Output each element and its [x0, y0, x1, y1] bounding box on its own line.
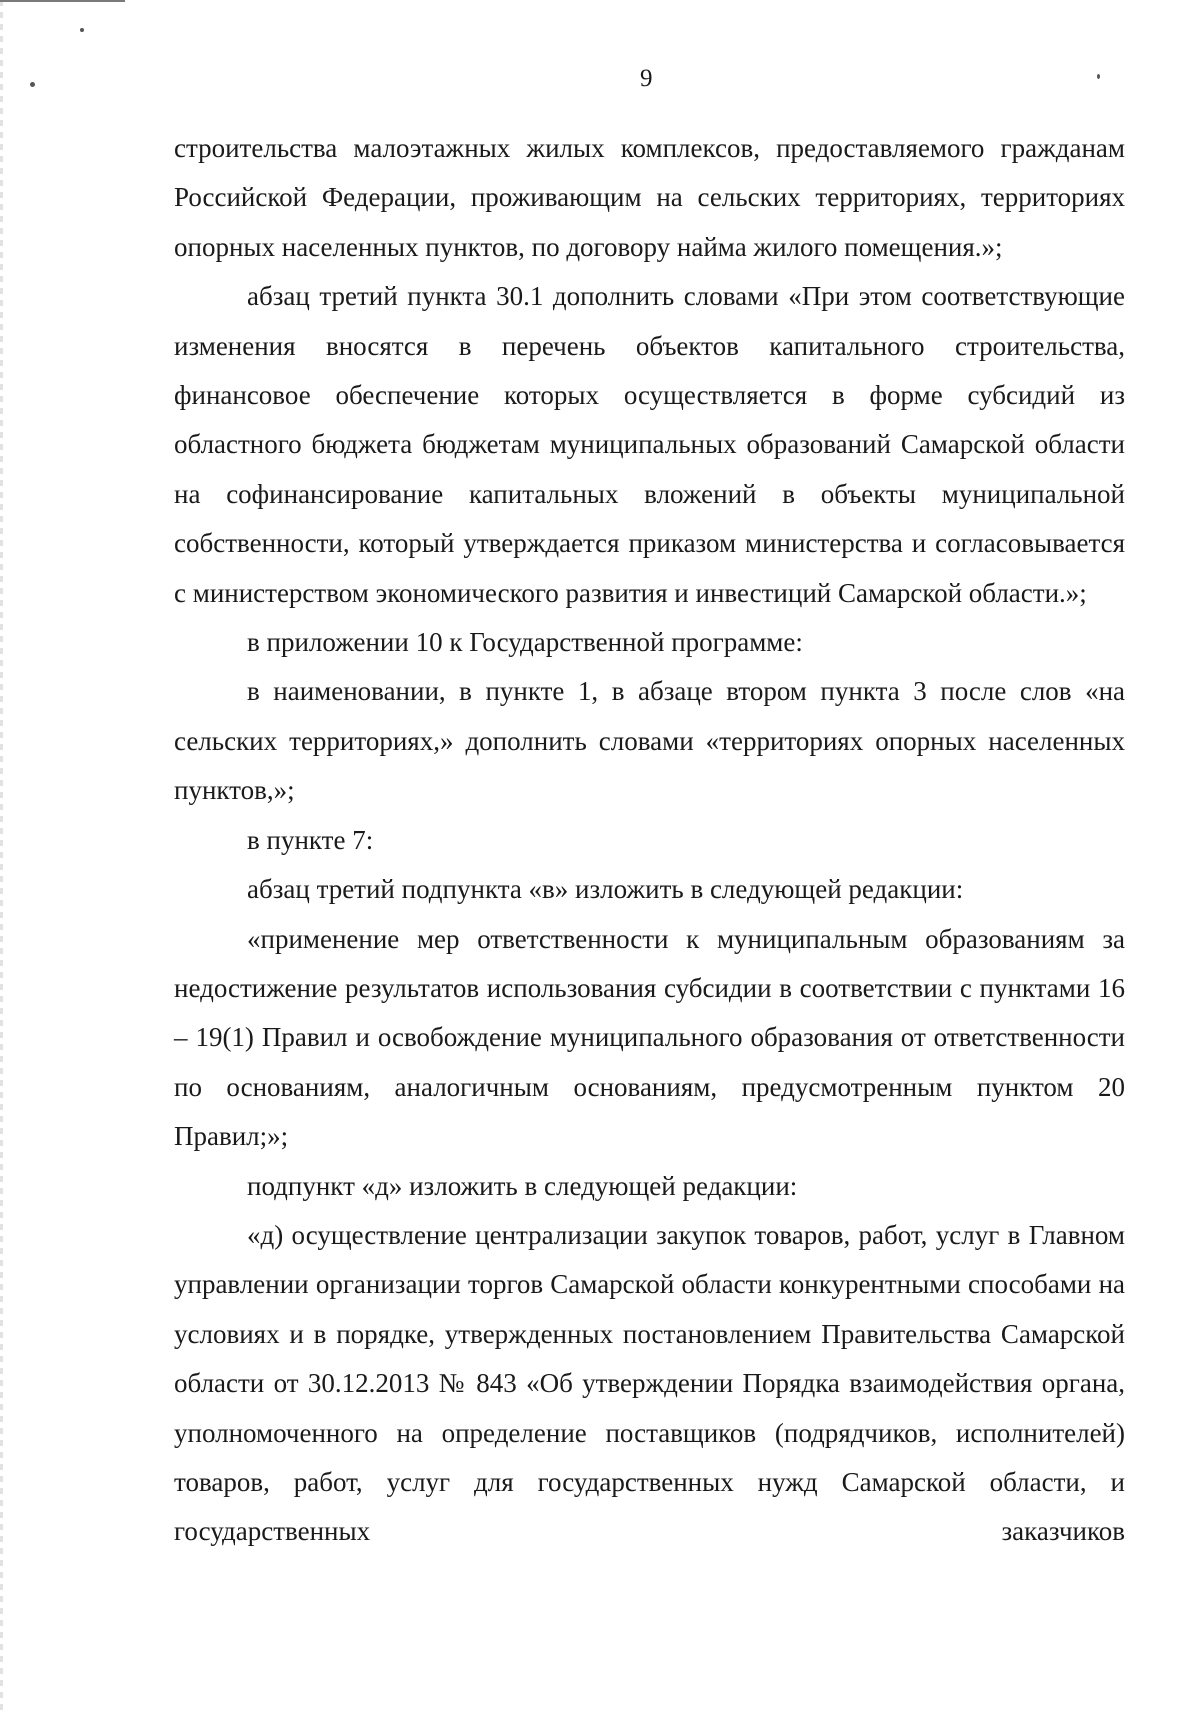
paragraph: в приложении 10 к Государственной программе:: [247, 627, 803, 658]
paragraph: «применение мер ответственности к муниципальным образованиям за недостижение результатов использования субсидии в соответствии с пунктами 16 – 19(1) Правил и освобождение муниципального образования от ответственности по основаниям, аналогичным основаниям, предусмотренным пунктом 20 Правил;»;: [174, 923, 1125, 1152]
paragraph: абзац третий пункта 30.1 дополнить словами «При этом соответствующие изменения вносятся в перечень объектов капитального строительства, финансовое обеспечение которых осуществляется в форме субсидий из областного бюджета бюджетам муниципальных образований Самарской области на софинансирование капитальных вложений в объекты муниципальной собственности, который утверждается приказом министерства и согласовывается с министерством экономического развития и инвестиций Самарской области.»;: [174, 281, 1125, 608]
paragraph: в пункте 7:: [247, 824, 374, 855]
scan-speck: [80, 28, 84, 32]
paragraph: «д) осуществление централизации закупок товаров, работ, услуг в Главном управлении организации торгов Самарской области конкурентными способами на условиях и в порядке, утвержденных постановлением Правительства Самарской области от 30.12.2013 № 843 «Об утверждении Порядка взаимодействия органа, уполномоченного на определение поставщиков (подрядчиков, исполнителей) товаров, работ, услуг для государственных нужд Самарской области, и государственных заказчиков: [174, 1219, 1125, 1547]
paragraph: абзац третий подпункта «в» изложить в следующей редакции:: [247, 874, 964, 905]
scan-left-edge: [0, 0, 3, 1711]
paragraph: строительства малоэтажных жилых комплексов, предоставляемого гражданам Российской Федерации, проживающим на сельских территориях, территориях опорных населенных пунктов, по договору найма жилого помещения.»;: [174, 133, 1125, 262]
scan-top-rule: [0, 0, 125, 2]
paragraph: подпункт «д» изложить в следующей редакции:: [247, 1170, 798, 1201]
document-body: [174, 124, 1125, 1557]
page-number: 9: [640, 65, 653, 92]
paragraph: в наименовании, в пункте 1, в абзаце втором пункта 3 после слов «на сельских территориях,» дополнить словами «территориях опорных населенных пунктов,»;: [174, 676, 1125, 806]
scan-speck: [1097, 74, 1100, 79]
scan-speck: [30, 82, 35, 87]
